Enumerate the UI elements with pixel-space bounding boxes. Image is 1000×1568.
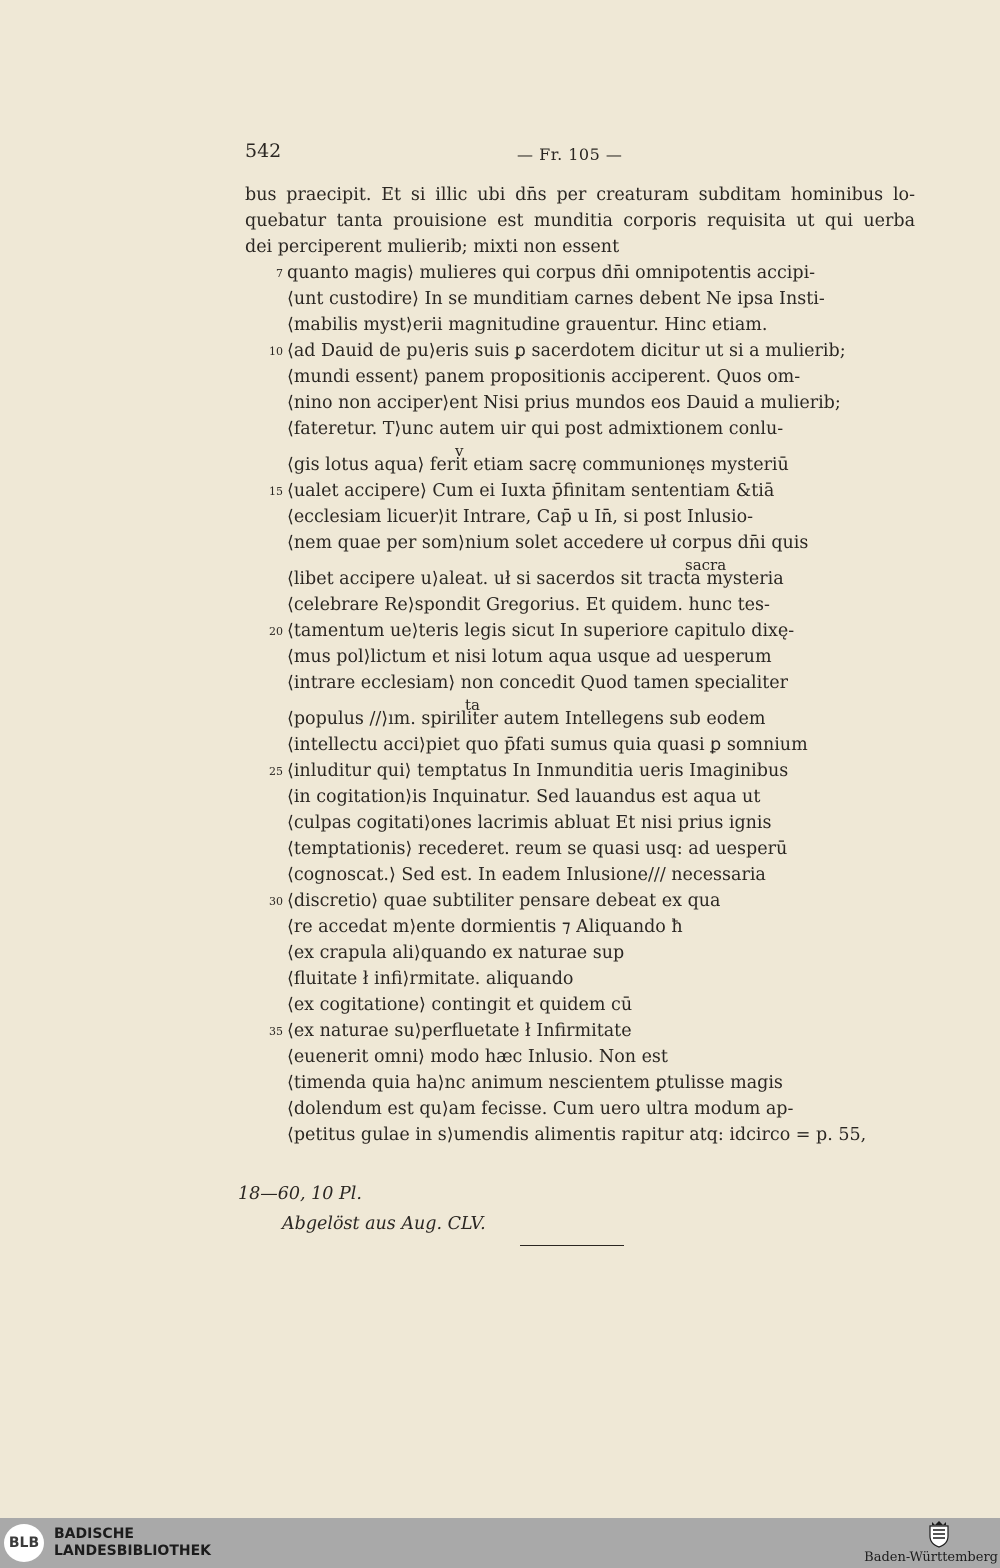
interlinear-addition: ta [465, 696, 480, 714]
line-text: ⟨unt custodire⟩ In se munditiam carnes debent Ne ipsa Insti- [287, 289, 825, 309]
text-line [245, 416, 915, 442]
page-number: 542 [245, 140, 282, 162]
text-line [245, 478, 915, 504]
text-line [245, 992, 915, 1018]
text-line [245, 732, 915, 758]
line-number: 7 [276, 267, 283, 280]
text-line [245, 888, 915, 914]
line-text: ⟨nino non acciper⟩ent Nisi prius mundos eos Dauid a mulierib; [287, 393, 841, 413]
line-text: ⟨euenerit omni⟩ modo hæc Inlusio. Non est [287, 1047, 668, 1067]
line-text: ⟨in cogitation⟩is Inquinatur. Sed lauandus est aqua ut [287, 787, 761, 807]
line-text: ⟨mabilis myst⟩erii magnitudine grauentur. Hinc etiam. [287, 315, 768, 335]
text-line [245, 784, 915, 810]
line-text: ⟨fluitate ł infi⟩rmitate. aliquando [287, 969, 574, 989]
line-text: ⟨mundi essent⟩ panem propositionis acciperent. Quos om- [287, 367, 801, 387]
text-line [245, 556, 915, 592]
line-text: quebatur tanta prouisione est munditia corporis requisita ut qui uerba [245, 211, 915, 231]
text-line [245, 390, 915, 416]
text-line [245, 312, 915, 338]
text-line [245, 260, 915, 286]
footer-bar [0, 1518, 1000, 1568]
manuscript-text-block [245, 182, 915, 1148]
line-text: ⟨tamentum ue⟩teris legis sicut In superiore capitulo dixę- [287, 621, 795, 641]
line-text: ⟨inluditur qui⟩ temptatus In Inmunditia ueris Imaginibus [287, 761, 789, 781]
text-line [245, 364, 915, 390]
text-line [245, 338, 915, 364]
text-line [245, 1018, 915, 1044]
text-line [245, 208, 915, 234]
text-line [245, 592, 915, 618]
text-line [245, 1122, 915, 1148]
line-text: ⟨timenda quia ha⟩nc animum nescientem ꝑtulisse magis [287, 1073, 783, 1093]
line-text: ⟨nem quae per som⟩nium solet accedere uł corpus dn̄i quis [287, 533, 809, 553]
text-line [245, 182, 915, 208]
line-text: ⟨ecclesiam licuer⟩it Intrare, Cap̄ u In̄, si post Inlusio- [287, 507, 754, 527]
line-text: ⟨re accedat m⟩ente dormientis ⁊ Aliquando ħ [287, 917, 683, 937]
line-text: quanto magis⟩ mulieres qui corpus dn̄i omnipotentis accipi- [287, 263, 816, 283]
state-name[interactable]: Baden-Württemberg [864, 1550, 998, 1565]
library-name-line1: BADISCHE [54, 1526, 134, 1542]
line-text: ⟨cognoscat.⟩ Sed est. In eadem Inlusione/// necessaria [287, 865, 766, 885]
line-number: 10 [269, 345, 283, 358]
text-line [245, 810, 915, 836]
line-number: 30 [269, 895, 283, 908]
line-text: ⟨libet accipere u⟩aleat. uł si sacerdos sit tracta mysteria [287, 569, 784, 589]
text-line [245, 286, 915, 312]
line-text: ⟨ex naturae su⟩perfluetate ł Infirmitate [287, 1021, 632, 1041]
library-name-line2: LANDESBIBLIOTHEK [54, 1543, 212, 1559]
line-number: 20 [269, 625, 283, 638]
line-text: ⟨intrare ecclesiam⟩ non concedit Quod tamen specialiter [287, 673, 789, 693]
line-text: ⟨ualet accipere⟩ Cum ei Iuxta p̄finitam sententiam &tiā [287, 481, 775, 501]
line-text: ⟨temptationis⟩ recederet. reum se quasi usq: ad uesperū [287, 839, 788, 859]
line-number: 25 [269, 765, 283, 778]
line-text: ⟨ad Dauid de pu⟩eris suis ꝑ sacerdotem dicitur ut si a mulierib; [287, 341, 846, 361]
text-line [245, 1044, 915, 1070]
line-text: bus praecipit. Et si illic ubi dn̄s per creaturam subditam hominibus lo- [245, 185, 915, 205]
text-line [245, 914, 915, 940]
text-line [245, 966, 915, 992]
text-line [245, 758, 915, 784]
text-line [245, 862, 915, 888]
line-text: ⟨discretio⟩ quae subtiliter pensare debeat ex qua [287, 891, 721, 911]
coat-of-arms-icon [928, 1520, 950, 1548]
closing-reference: 18—60, 10 Pl. [238, 1184, 362, 1204]
line-text: ⟨ex crapula ali⟩quando ex naturae sup [287, 943, 625, 963]
text-line [245, 696, 915, 732]
running-head: — Fr. 105 — [517, 145, 623, 164]
line-text: ⟨populus //⟩ım. spiriliter autem Intellegens sub eodem [287, 709, 766, 729]
line-text: ⟨mus pol⟩lictum et nisi lotum aqua usque ad uesperum [287, 647, 772, 667]
interlinear-addition: v [455, 442, 464, 460]
text-line [245, 940, 915, 966]
line-text: ⟨dolendum est qu⟩am fecisse. Cum uero ultra modum ap- [287, 1099, 794, 1119]
text-line [245, 836, 915, 862]
line-number: 35 [269, 1025, 283, 1038]
line-text: ⟨culpas cogitati⟩ones lacrimis abluat Et nisi prius ignis [287, 813, 772, 833]
text-line [245, 504, 915, 530]
interlinear-addition: sacra [685, 556, 727, 574]
line-number: 15 [269, 485, 283, 498]
text-line [245, 1096, 915, 1122]
end-rule [520, 1245, 624, 1246]
text-line [245, 530, 915, 556]
line-text: dei perciperent mulierib; mixti non essent [245, 237, 620, 257]
provenance-note: Abgelöst aus Aug. CLV. [282, 1214, 486, 1234]
line-text: ⟨fateretur. T⟩unc autem uir qui post admixtionem conlu- [287, 419, 784, 439]
line-text: ⟨petitus gulae in s⟩umendis alimentis rapitur atq: idcirco = p. 55, [287, 1125, 867, 1145]
line-text: ⟨celebrare Re⟩spondit Gregorius. Et quidem. hunc tes- [287, 595, 770, 615]
text-line [245, 234, 915, 260]
text-line [245, 670, 915, 696]
text-line [245, 618, 915, 644]
blb-logo-icon[interactable]: BLB [4, 1524, 44, 1562]
line-text: ⟨intellectu acci⟩piet quo p̄fati sumus quia quasi ꝑ somnium [287, 735, 808, 755]
line-text: ⟨ex cogitatione⟩ contingit et quidem cū [287, 995, 633, 1015]
library-name[interactable] [54, 1526, 211, 1560]
text-line [245, 644, 915, 670]
line-text: ⟨gis lotus aqua⟩ ferit etiam sacrę communionęs mysteriū [287, 455, 789, 475]
text-line [245, 442, 915, 478]
text-line [245, 1070, 915, 1096]
